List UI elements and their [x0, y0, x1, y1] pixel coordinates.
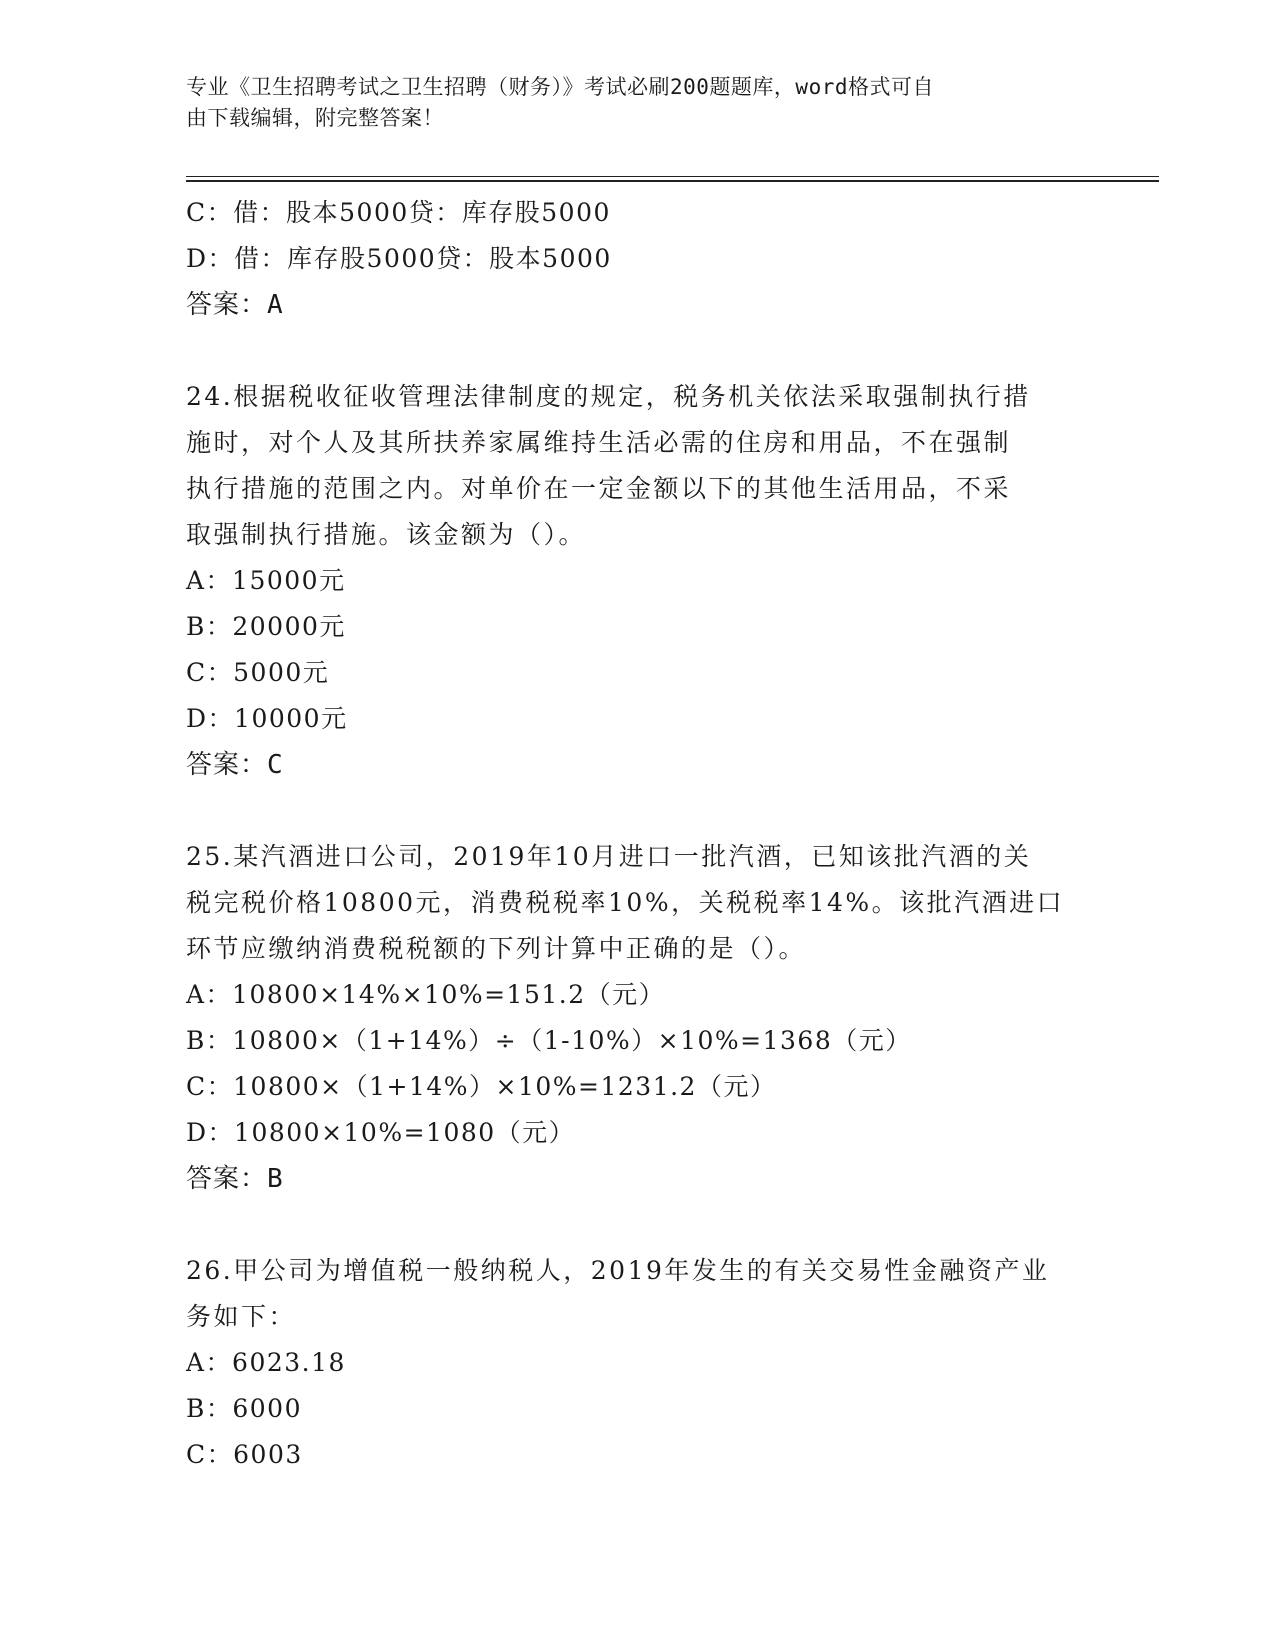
question-stem-line: 施时，对个人及其所扶养家属维持生活必需的住房和用品，不在强制	[186, 428, 1012, 457]
option-b: B：20000元	[186, 612, 346, 641]
option-c: C：5000元	[186, 658, 330, 687]
option-a: A：15000元	[186, 566, 346, 595]
question-stem-line: 执行措施的范围之内。对单价在一定金额以下的其他生活用品，不采	[186, 474, 1012, 503]
document-header	[186, 72, 1086, 134]
option-b: B：6000	[186, 1394, 302, 1423]
question-26	[186, 1248, 1086, 1478]
header-title-line-2: 由下载编辑，附完整答案！	[186, 106, 444, 130]
answer-line: 答案：A	[186, 290, 284, 320]
question-25	[186, 834, 1086, 1202]
question-stem-line: 取强制执行措施。该金额为（）。	[186, 520, 587, 549]
question-24	[186, 374, 1086, 788]
option-d: D：借：库存股5000贷：股本5000	[186, 244, 612, 273]
option-a: A：10800×14%×10%=151.2（元）	[186, 980, 666, 1009]
option-c: C：6003	[186, 1440, 303, 1469]
spacer	[186, 788, 1086, 834]
option-b: B：10800×（1+14%）÷（1-10%）×10%=1368（元）	[186, 1026, 912, 1055]
answer-line: 答案：C	[186, 750, 284, 780]
option-d: D：10800×10%=1080（元）	[186, 1118, 576, 1147]
header-title-line-1: 专业《卫生招聘考试之卫生招聘（财务）》考试必刷200题题库，word格式可自	[186, 75, 934, 99]
question-stem-line: 务如下：	[186, 1302, 297, 1331]
question-stem-line: 26.甲公司为增值税一般纳税人，2019年发生的有关交易性金融资产业	[186, 1256, 1050, 1285]
spacer	[186, 328, 1086, 374]
question-content	[186, 190, 1086, 1478]
continued-question	[186, 190, 1086, 328]
answer-line: 答案：B	[186, 1164, 284, 1194]
option-d: D：10000元	[186, 704, 348, 733]
question-stem-line: 税完税价格10800元，消费税税率10%，关税税率14%。该批汽酒进口	[186, 888, 1065, 917]
header-divider-thick	[186, 180, 1159, 182]
option-c: C：10800×（1+14%）×10%=1231.2（元）	[186, 1072, 777, 1101]
header-divider-thin	[186, 176, 1159, 177]
question-stem-line: 24.根据税收征收管理法律制度的规定，税务机关依法采取强制执行措	[186, 382, 1031, 411]
question-stem-line: 环节应缴纳消费税税额的下列计算中正确的是（）。	[186, 934, 807, 963]
option-a: A：6023.18	[186, 1348, 346, 1377]
spacer	[186, 1202, 1086, 1248]
question-stem-line: 25.某汽酒进口公司，2019年10月进口一批汽酒，已知该批汽酒的关	[186, 842, 1032, 871]
option-c: C：借：股本5000贷：库存股5000	[186, 198, 611, 227]
